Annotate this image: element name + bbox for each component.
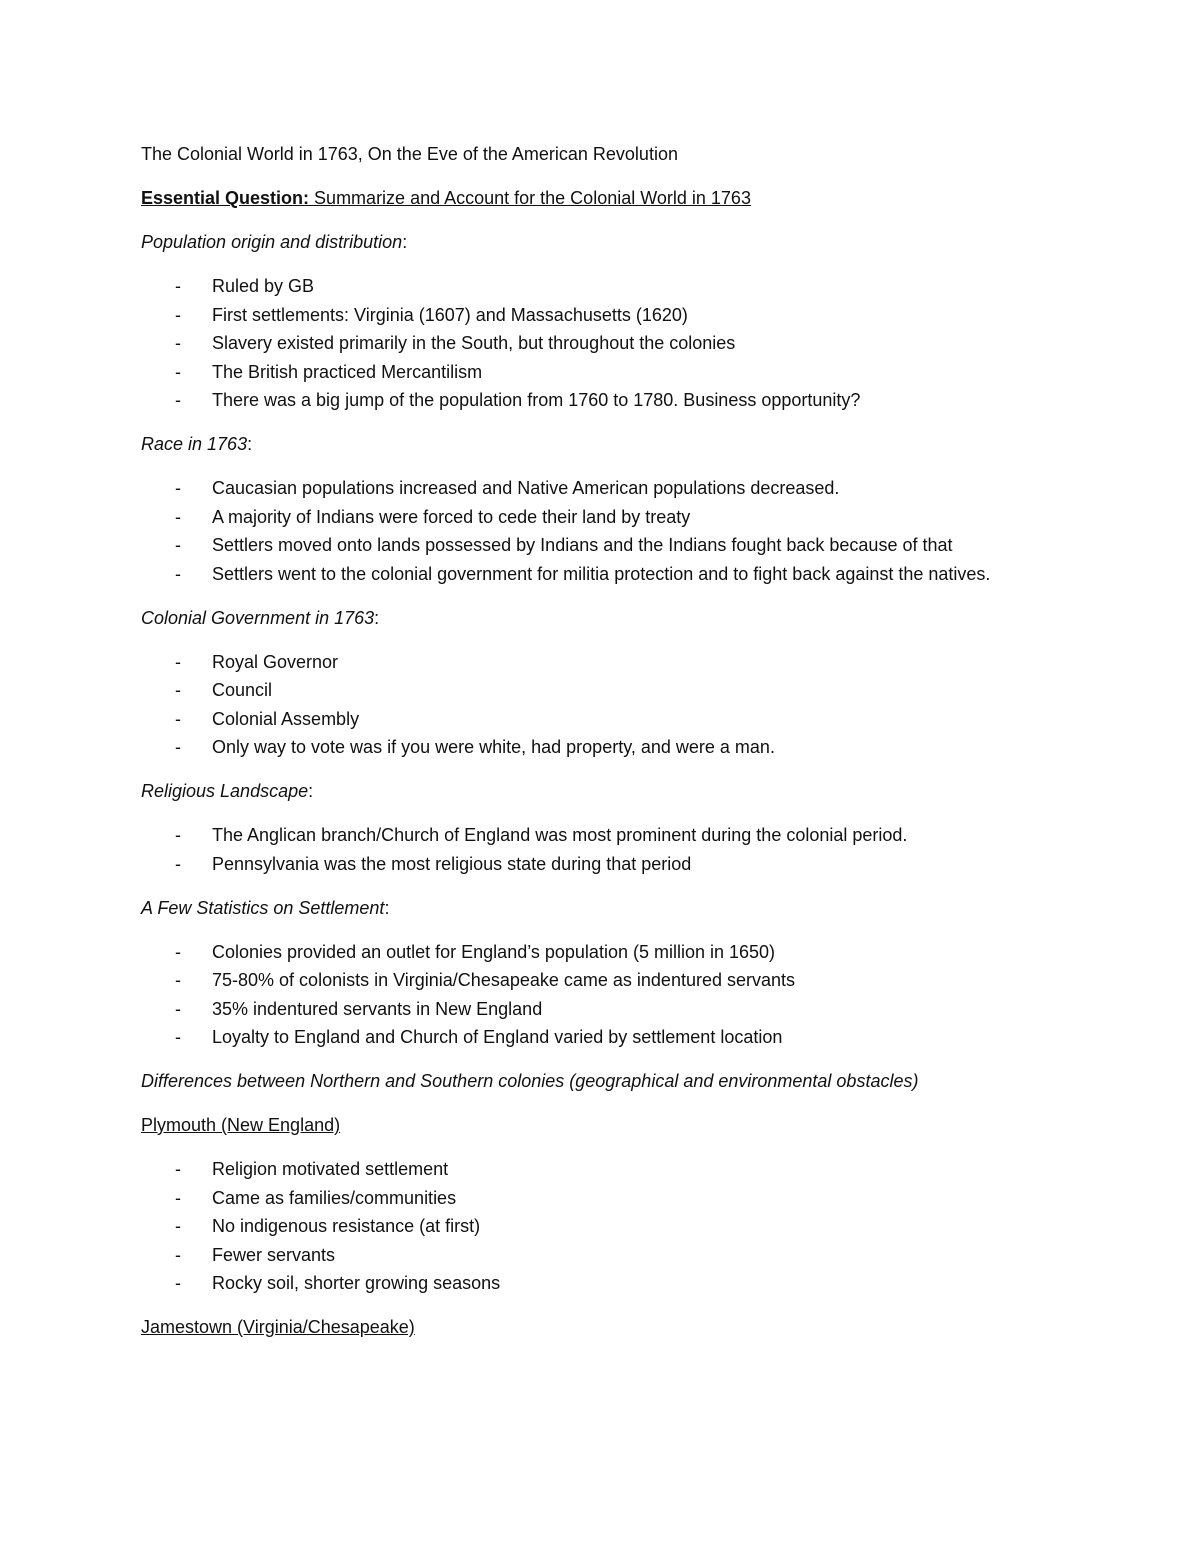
list-item: - Pennsylvania was the most religious state during that period [141, 850, 1041, 879]
list-item: - Religion motivated settlement [141, 1155, 1041, 1184]
list-item: - Only way to vote was if you were white, had property, and were a man. [141, 733, 1041, 762]
list-item: - Colonial Assembly [141, 705, 1041, 734]
list-item: - There was a big jump of the population from 1760 to 1780. Business opportunity? [141, 386, 1041, 415]
section-heading-population: Population origin and distribution: [141, 232, 408, 252]
section-heading-race: Race in 1763: [141, 434, 253, 454]
list-item: - 75-80% of colonists in Virginia/Chesapeake came as indentured servants [141, 966, 1041, 995]
section-heading-plymouth: Plymouth (New England) [141, 1115, 341, 1135]
list-item: - The Anglican branch/Church of England was most prominent during the colonial period. [141, 821, 1041, 850]
list-item: - Royal Governor [141, 648, 1041, 677]
list-item: - Council [141, 676, 1041, 705]
list-item: - 35% indentured servants in New England [141, 995, 1041, 1024]
dash-marker: - [175, 825, 181, 845]
religion-list [141, 821, 1041, 878]
list-item: - Slavery existed primarily in the South, but throughout the colonies [141, 329, 1041, 358]
dash-marker: - [175, 680, 181, 700]
dash-marker: - [175, 708, 181, 729]
government-list [141, 648, 1041, 762]
statistics-list [141, 938, 1041, 1052]
dash-marker: - [175, 478, 181, 498]
dash-marker: - [175, 1244, 181, 1265]
dash-marker: - [175, 737, 181, 757]
list-item: - Caucasian populations increased and Native American populations decreased. [141, 474, 1041, 503]
dash-marker: - [175, 1216, 181, 1236]
dash-marker: - [175, 1027, 181, 1047]
list-item: - The British practiced Mercantilism [141, 358, 1041, 387]
list-item: - Came as families/communities [141, 1184, 1041, 1213]
list-item: - Colonies provided an outlet for England’s population (5 million in 1650) [141, 938, 1041, 967]
section-heading-religion: Religious Landscape: [141, 781, 314, 801]
list-item: - Rocky soil, shorter growing seasons [141, 1269, 1041, 1298]
list-item: - Ruled by GB [141, 272, 1041, 301]
dash-marker: - [175, 563, 181, 584]
section-heading-statistics: A Few Statistics on Settlement: [141, 897, 390, 918]
dash-marker: - [175, 651, 181, 672]
list-item: - Loyalty to England and Church of England varied by settlement location [141, 1023, 1041, 1052]
dash-marker: - [175, 941, 181, 962]
dash-marker: - [175, 1273, 181, 1293]
dash-marker: - [175, 506, 181, 527]
essential-question-text: Summarize and Account for the Colonial World in 1763 [309, 188, 751, 208]
dash-marker: - [175, 1187, 181, 1208]
dash-marker: - [175, 304, 181, 325]
dash-marker: - [175, 276, 181, 296]
race-list [141, 474, 1041, 588]
list-item: - First settlements: Virginia (1607) and Massachusetts (1620) [141, 301, 1041, 330]
list-item: - Settlers went to the colonial government for militia protection and to fight back against the natives. [141, 560, 1041, 589]
list-item: - No indigenous resistance (at first) [141, 1212, 1041, 1241]
list-item: - A majority of Indians were forced to cede their land by treaty [141, 503, 1041, 532]
essential-question [141, 184, 1041, 213]
plymouth-list [141, 1155, 1041, 1298]
list-item: - Fewer servants [141, 1241, 1041, 1270]
list-item: - Settlers moved onto lands possessed by Indians and the Indians fought back because of that [141, 531, 1041, 560]
dash-marker: - [175, 390, 181, 410]
dash-marker: - [175, 1159, 181, 1179]
dash-marker: - [175, 998, 181, 1019]
dash-marker: - [175, 361, 181, 382]
dash-marker: - [175, 853, 181, 874]
dash-marker: - [175, 535, 181, 555]
section-heading-differences: Differences between Northern and Southern colonies (geographical and environmental obstacles) [141, 1071, 919, 1091]
dash-marker: - [175, 970, 181, 990]
document-page [141, 140, 1041, 1357]
section-heading-jamestown: Jamestown (Virginia/Chesapeake) [141, 1317, 415, 1337]
section-heading-government: Colonial Government in 1763: [141, 607, 380, 628]
essential-question-label: Essential Question: [141, 188, 310, 208]
document-title: The Colonial World in 1763, On the Eve of the American Revolution [141, 144, 678, 164]
population-list [141, 272, 1041, 415]
dash-marker: - [175, 333, 181, 353]
